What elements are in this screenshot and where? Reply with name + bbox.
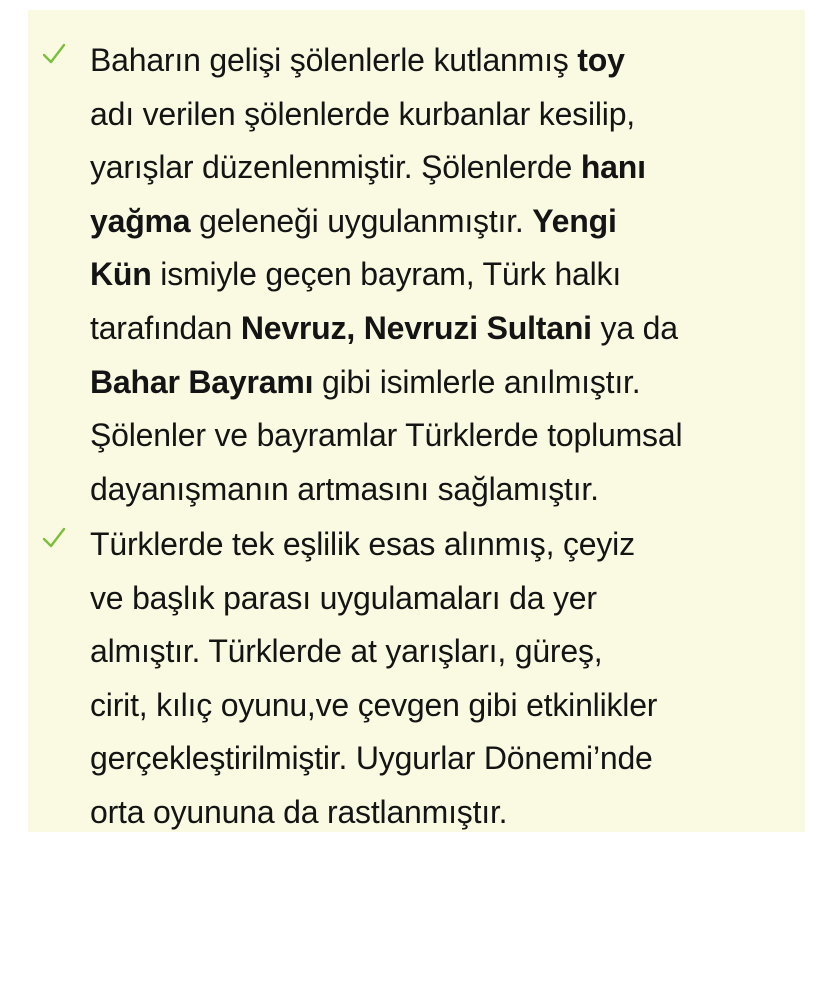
text-line: tarafından Nevruz, Nevruzi Sultani ya da — [90, 309, 678, 346]
text-line: cirit, kılıç oyunu,ve çevgen gibi etkinlikler — [90, 686, 658, 723]
bullet-text — [90, 34, 802, 516]
bullet-text — [90, 518, 802, 840]
checkmark-icon — [40, 524, 68, 552]
checkmark-icon — [40, 40, 68, 68]
text-line: almıştır. Türklerde at yarışları, güreş, — [90, 633, 603, 670]
text-line: yarışlar düzenlenmiştir. Şölenlerde hanı — [90, 149, 646, 186]
text-line: orta oyununa da rastlanmıştır. — [90, 793, 508, 830]
info-card — [28, 10, 805, 832]
text-line: Kün ismiyle geçen bayram, Türk halkı — [90, 256, 622, 293]
text-line: Şölenler ve bayramlar Türklerde toplumsal — [90, 417, 683, 454]
text-line: dayanışmanın artmasını sağlamıştır. — [90, 470, 599, 507]
text-line: Türklerde tek eşlilik esas alınmış, çeyiz — [90, 526, 635, 562]
text-line: yağma geleneği uygulanmıştır. Yengi — [90, 202, 617, 239]
text-line: Baharın gelişi şölenlerle kutlanmış toy — [90, 42, 625, 78]
text-line: adı verilen şölenlerde kurbanlar kesilip, — [90, 95, 635, 132]
text-line: ve başlık parası uygulamaları da yer — [90, 579, 597, 616]
text-line: Bahar Bayramı gibi isimlerle anılmıştır. — [90, 363, 641, 400]
text-line: gerçekleştirilmiştir. Uygurlar Dönemi’nde — [90, 740, 653, 777]
